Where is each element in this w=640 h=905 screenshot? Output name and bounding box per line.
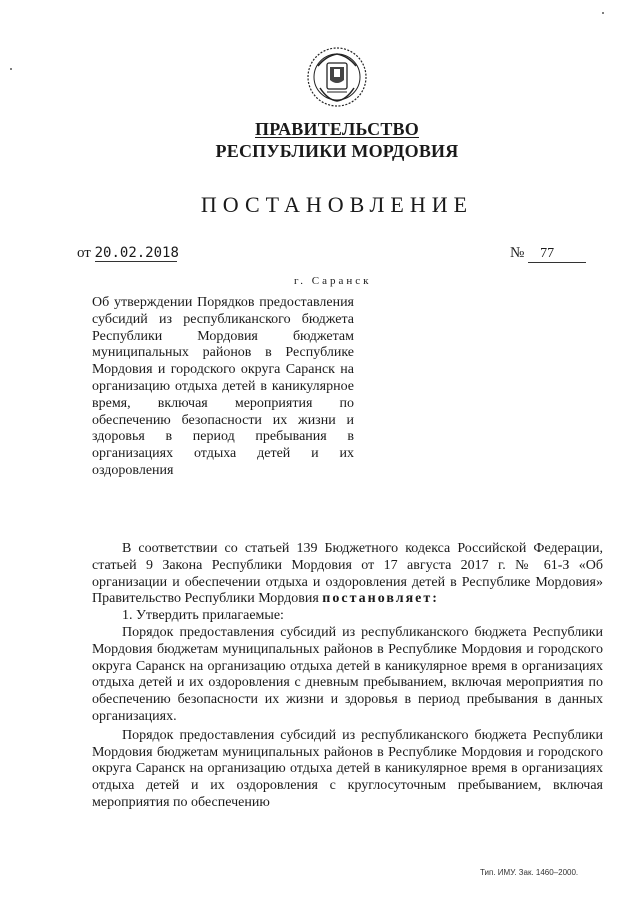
print-note: Тип. ИМУ. Зак. 1460–2000.	[480, 868, 579, 877]
intro-text: В соответствии со статьей 139 Бюджетного кодекса Российской Федерации, статьей 9 Закона Республики Мордовия от 17 августа 2017 г. № 61-З «Об организации и обеспечении отдыха и оздоровления детей в Республике Мордовия» Правительство Республики Мордовия	[92, 541, 603, 607]
document-type: ПОСТАНОВЛЕНИЕ	[200, 192, 474, 217]
number-prefix: №	[510, 245, 525, 261]
government-line-1: ПРАВИТЕЛЬСТВО	[255, 119, 419, 139]
item-1: 1. Утвердить прилагаемые:	[122, 608, 284, 624]
government-line-2: РЕСПУБЛИКИ МОРДОВИЯ	[215, 141, 459, 161]
coat-of-arms-icon	[306, 46, 368, 108]
scan-speck	[602, 12, 604, 14]
date-prefix: от	[77, 245, 91, 261]
number-row	[510, 245, 586, 263]
date-row	[77, 245, 177, 262]
intro-paragraph	[92, 541, 603, 608]
decree-word: постановляет:	[322, 591, 439, 607]
date-value: 20.02.2018	[94, 245, 179, 261]
government-title	[0, 118, 640, 162]
scan-speck	[10, 68, 12, 70]
number-value: 77	[528, 246, 586, 263]
procedure-paragraph-2: Порядок предоставления субсидий из республиканского бюджета Республики Мордовия бюджетам муниципальных районов в Республике Мордовия и городского округа Саранск на организацию отдыха детей в каникулярное время в организациях отдыха детей и их оздоровления с круглосуточным пребыванием, включая мероприятия по обеспечению	[92, 727, 603, 810]
document-body	[92, 541, 603, 812]
procedure-paragraph-1: Порядок предоставления субсидий из республиканского бюджета Республики Мордовия бюджетам муниципальных районов в Республике Мордовия и городского округа Саранск на организацию отдыха детей в каникулярное время в организациях отдыха детей и их оздоровления с дневным пребыванием, включая мероприятия по обеспечению безопасности их жизни и здоровья в период пребывания в данных организациях.	[92, 624, 603, 724]
document-subject: Об утверждении Порядков предоставления субсидий из республиканского бюджета Республики Мордовия бюджетам муниципальных районов в Республике Мордовия и городского округа Саранск на организацию отдыха детей в каникулярное время, включая мероприятия по обеспечению безопасности их жизни и здоровья в период пребывания в организациях отдыха детей и их оздоровления	[92, 295, 354, 478]
city-label: г. Саранск	[294, 275, 372, 287]
